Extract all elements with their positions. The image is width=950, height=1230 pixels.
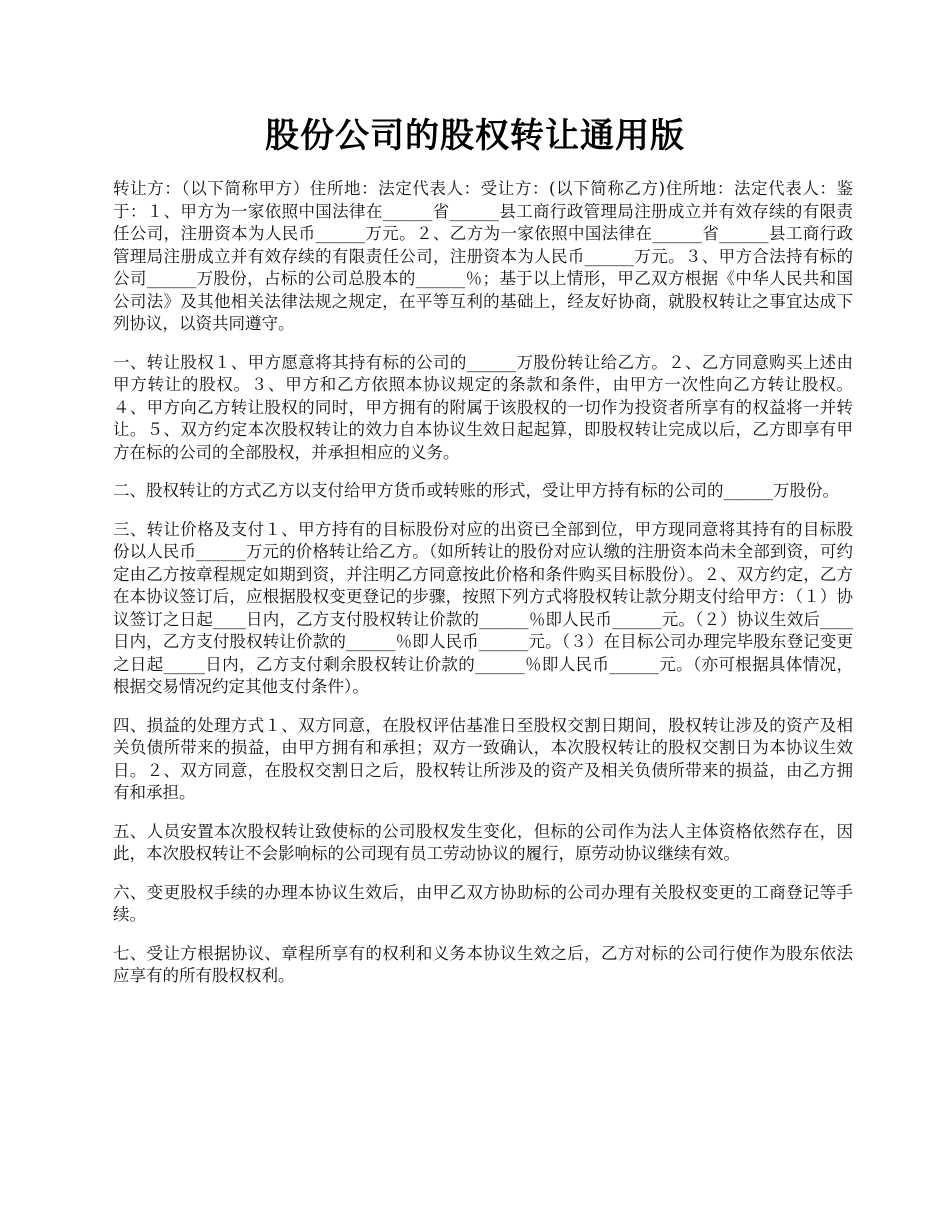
paragraph-section-3: 三、转让价格及支付１、甲方持有的目标股份对应的出资已全部到位，甲方现同意将其持有的目标股份以人民币______万元的价格转让给乙方。（如所转让的股份对应认缴的注册资本尚未全部到资，可约定由乙方按章程规定如期到资，并注明乙方同意按此价格和条件购买目标股份）。２、双方约定，乙方在本协议签订后，应根据股权变更登记的步骤，按照下列方式将股权转让款分期支付给甲方：（１）协议签订之日起____日内，乙方支付股权转让价款的______％即人民币______元。（２）协议生效后____日内，乙方支付股权转让价款的______％即人民币______元。（３）在目标公司办理完毕股东登记变更之日起_____日内，乙方支付剩余股权转让价款的______％即人民币______元。（亦可根据具体情况，根据交易情况约定其他支付条件）。 [113, 519, 853, 696]
document-body [113, 178, 853, 1004]
paragraph-section-2: 二、股权转让的方式乙方以支付给甲方货币或转账的形式，受让甲方持有标的公司的______万股份。 [113, 481, 839, 500]
paragraph-section-4: 四、损益的处理方式１、双方同意，在股权评估基准日至股权交割日期间，股权转让涉及的资产及相关负债所带来的损益，由甲方拥有和承担；双方一致确认，本次股权转让的股权交割日为本协议生效日。２、双方同意，在股权交割日之后，股权转让所涉及的资产及相关负债所带来的损益，由乙方拥有和承担。 [113, 715, 853, 802]
paragraph-section-6: 六、变更股权手续的办理本协议生效后，由甲乙双方协助标的公司办理有关股权变更的工商登记等手续。 [113, 882, 853, 924]
paragraph-preamble: 转让方：（以下简称甲方）住所地：法定代表人：受让方：(以下简称乙方)住所地：法定代表人：鉴于：１、甲方为一家依照中国法律在______省______县工商行政管理局注册成立并有效存续的有限责任公司，注册资本为人民币______万元。２、乙方为一家依照中国法律在______省______县工商行政管理局注册成立并有效存续的有限责任公司，注册资本为人民币______万元。３、甲方合法持有标的公司______万股份，占标的公司总股本的______％；基于以上情形，甲乙双方根据《中华人民共和国公司法》及其他相关法律法规之规定，在平等互利的基础上，经友好协商，就股权转让之事宜达成下列协议，以资共同遵守。 [113, 179, 853, 333]
paragraph-section-7: 七、受让方根据协议、章程所享有的权利和义务本协议生效之后，乙方对标的公司行使作为股东依法应享有的所有股权权利。 [113, 943, 853, 985]
paragraph-section-5: 五、人员安置本次股权转让致使标的公司股权发生变化，但标的公司作为法人主体资格依然存在，因此，本次股权转让不会影响标的公司现有员工劳动协议的履行，原劳动协议继续有效。 [113, 821, 853, 863]
document-title: 股份公司的股权转让通用版 [265, 116, 685, 156]
paragraph-section-1: 一、转让股权１、甲方愿意将其持有标的公司的______万股份转让给乙方。２、乙方同意购买上述由甲方转让的股权。３、甲方和乙方依照本协议规定的条款和条件，由甲方一次性向乙方转让股权。４、甲方向乙方转让股权的同时，甲方拥有的附属于该股权的一切作为投资者所享有的权益将一并转让。５、双方约定本次股权转让的效力自本协议生效日起起算，即股权转让完成以后，乙方即享有甲方在标的公司的全部股权，并承担相应的义务。 [113, 352, 853, 462]
